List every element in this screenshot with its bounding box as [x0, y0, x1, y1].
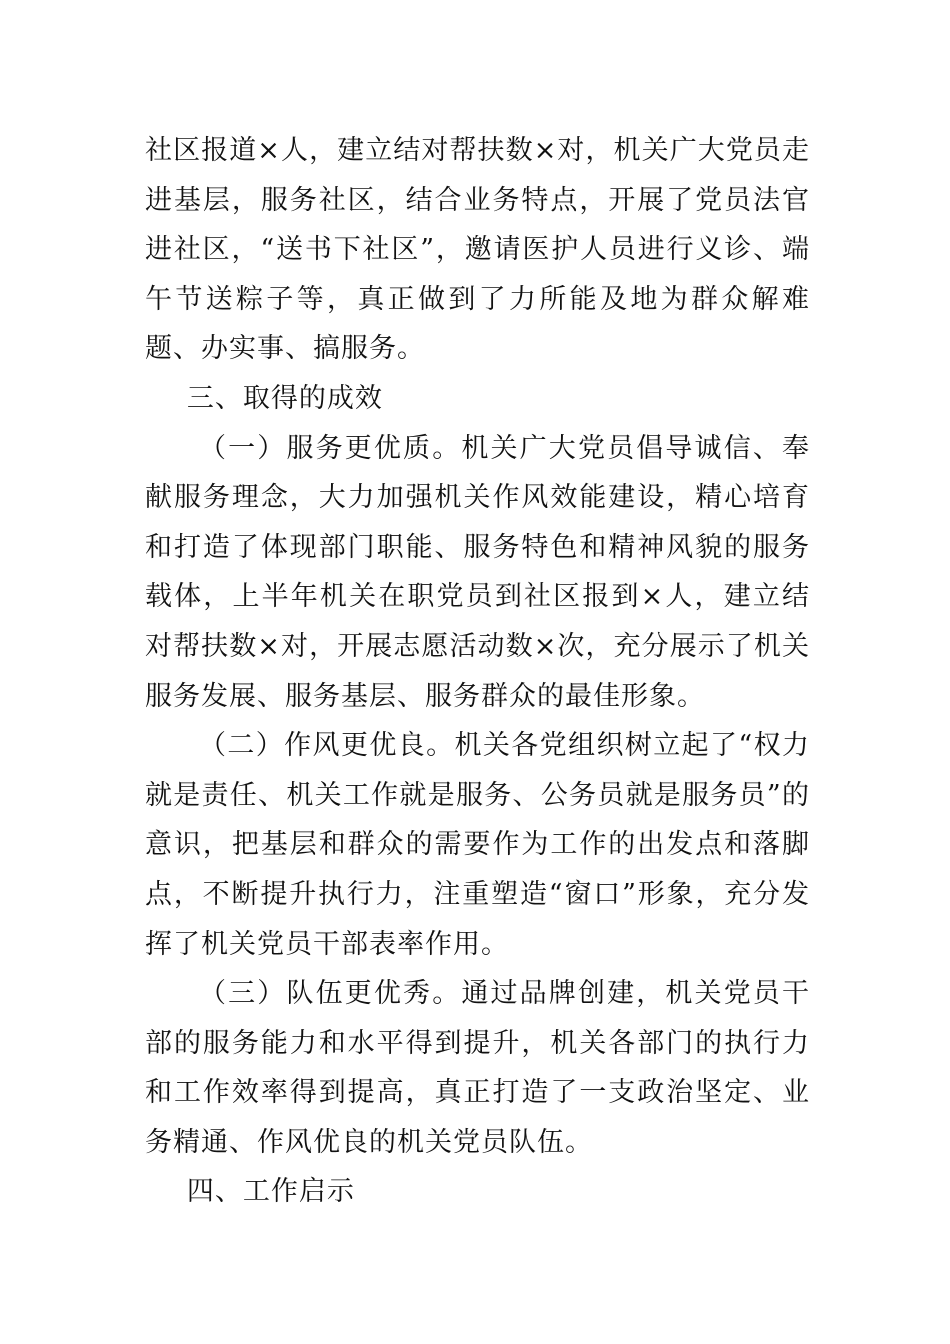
- section-three-heading: 三、取得的成效: [186, 382, 383, 414]
- paragraph-service-quality: （一）服务更优质。机关广大党员倡导诚信、奉献服务理念，大力加强机关作风效能建设，精心培育和打造了体现部门职能、服务特色和精神风貌的服务载体，上半年机关在职党员到社区报到×人，建立结对帮扶数×对，开展志愿活动数×次，充分展示了机关服务发展、服务基层、服务群众的最佳形象。: [145, 432, 810, 712]
- document-body: [145, 126, 810, 1217]
- paragraph-work-style: （二）作风更优良。机关各党组织树立起了“权力就是责任、机关工作就是服务、公务员就是服务员”的意识，把基层和群众的需要作为工作的出发点和落脚点，不断提升执行力，注重塑造“窗口”形象，充分发挥了机关党员干部表率作用。: [145, 730, 810, 960]
- paragraph-team-excellence: （三）队伍更优秀。通过品牌创建，机关党员干部的服务能力和水平得到提升，机关各部门的执行力和工作效率得到提高，真正打造了一支政治坚定、业务精通、作风优良的机关党员队伍。: [145, 978, 810, 1158]
- section-four-heading: 四、工作启示: [186, 1176, 355, 1208]
- paragraph-intro-continuation: 社区报道×人，建立结对帮扶数×对，机关广大党员走进基层，服务社区，结合业务特点，开展了党员法官进社区，“送书下社区”，邀请医护人员进行义诊、端午节送粽子等，真正做到了力所能及地为群众解难题、办实事、搞服务。: [145, 135, 810, 365]
